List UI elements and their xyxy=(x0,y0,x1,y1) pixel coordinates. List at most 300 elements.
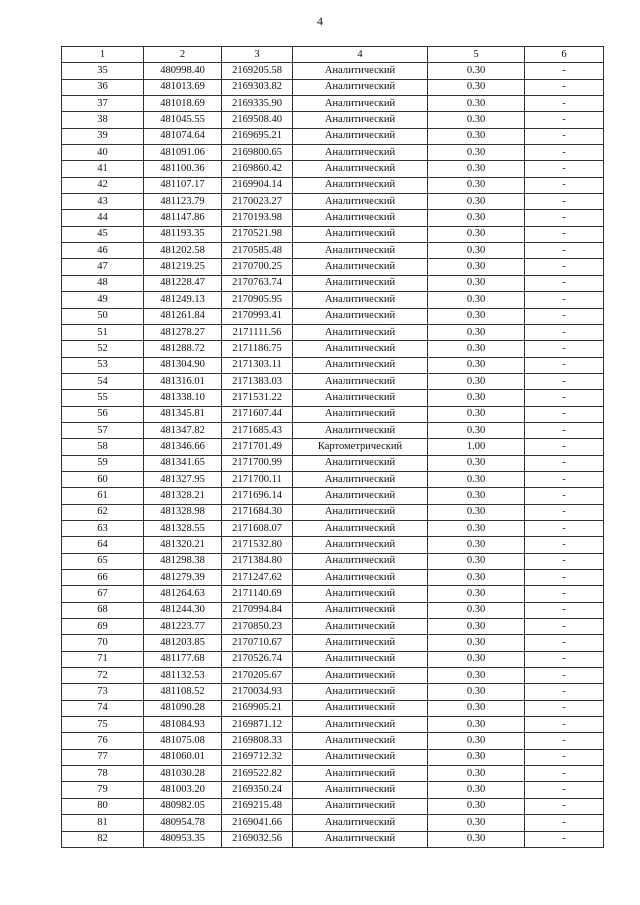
cell-x: 481341.65 xyxy=(144,455,222,471)
cell-accuracy: 0.30 xyxy=(428,586,525,602)
cell-description: - xyxy=(525,373,604,389)
table-header xyxy=(62,47,604,63)
cell-method: Аналитический xyxy=(293,324,428,340)
cell-method: Аналитический xyxy=(293,177,428,193)
cell-method: Аналитический xyxy=(293,717,428,733)
column-header-x: 2 xyxy=(144,47,222,63)
cell-description: - xyxy=(525,471,604,487)
cell-y: 2171700.99 xyxy=(222,455,293,471)
cell-description: - xyxy=(525,798,604,814)
cell-description: - xyxy=(525,717,604,733)
table-row xyxy=(62,684,604,700)
cell-description: - xyxy=(525,455,604,471)
cell-description: - xyxy=(525,520,604,536)
cell-method: Аналитический xyxy=(293,831,428,847)
cell-description: - xyxy=(525,194,604,210)
cell-y: 2171608.07 xyxy=(222,520,293,536)
cell-accuracy: 0.30 xyxy=(428,422,525,438)
cell-point-number: 69 xyxy=(62,619,144,635)
cell-description: - xyxy=(525,651,604,667)
cell-point-number: 56 xyxy=(62,406,144,422)
cell-y: 2169335.90 xyxy=(222,96,293,112)
cell-point-number: 65 xyxy=(62,553,144,569)
cell-point-number: 42 xyxy=(62,177,144,193)
cell-accuracy: 0.30 xyxy=(428,292,525,308)
cell-description: - xyxy=(525,390,604,406)
table-row xyxy=(62,194,604,210)
cell-point-number: 60 xyxy=(62,471,144,487)
cell-point-number: 48 xyxy=(62,275,144,291)
cell-description: - xyxy=(525,422,604,438)
cell-description: - xyxy=(525,570,604,586)
cell-accuracy: 0.30 xyxy=(428,782,525,798)
table-body xyxy=(62,63,604,848)
cell-x: 481316.01 xyxy=(144,373,222,389)
cell-y: 2171303.11 xyxy=(222,357,293,373)
cell-x: 481320.21 xyxy=(144,537,222,553)
cell-x: 481177.68 xyxy=(144,651,222,667)
cell-method: Аналитический xyxy=(293,79,428,95)
cell-description: - xyxy=(525,668,604,684)
cell-description: - xyxy=(525,63,604,79)
table-row xyxy=(62,308,604,324)
cell-point-number: 79 xyxy=(62,782,144,798)
cell-description: - xyxy=(525,210,604,226)
cell-description: - xyxy=(525,324,604,340)
cell-accuracy: 0.30 xyxy=(428,488,525,504)
table-row xyxy=(62,177,604,193)
cell-x: 481328.98 xyxy=(144,504,222,520)
cell-y: 2171701.49 xyxy=(222,439,293,455)
cell-description: - xyxy=(525,766,604,782)
cell-y: 2170034.93 xyxy=(222,684,293,700)
cell-method: Аналитический xyxy=(293,733,428,749)
cell-method: Аналитический xyxy=(293,570,428,586)
cell-point-number: 36 xyxy=(62,79,144,95)
cell-y: 2169712.32 xyxy=(222,749,293,765)
cell-accuracy: 0.30 xyxy=(428,357,525,373)
cell-method: Аналитический xyxy=(293,668,428,684)
cell-y: 2170994.84 xyxy=(222,602,293,618)
cell-point-number: 67 xyxy=(62,586,144,602)
cell-accuracy: 0.30 xyxy=(428,145,525,161)
table-row xyxy=(62,635,604,651)
cell-description: - xyxy=(525,537,604,553)
cell-accuracy: 0.30 xyxy=(428,455,525,471)
cell-y: 2170905.95 xyxy=(222,292,293,308)
cell-point-number: 80 xyxy=(62,798,144,814)
cell-accuracy: 0.30 xyxy=(428,700,525,716)
table-row xyxy=(62,668,604,684)
cell-accuracy: 0.30 xyxy=(428,226,525,242)
table-row xyxy=(62,292,604,308)
cell-x: 481075.08 xyxy=(144,733,222,749)
cell-x: 480998.40 xyxy=(144,63,222,79)
cell-method: Аналитический xyxy=(293,619,428,635)
cell-accuracy: 0.30 xyxy=(428,520,525,536)
cell-accuracy: 0.30 xyxy=(428,128,525,144)
cell-x: 480982.05 xyxy=(144,798,222,814)
cell-method: Аналитический xyxy=(293,684,428,700)
cell-y: 2171684.30 xyxy=(222,504,293,520)
cell-point-number: 70 xyxy=(62,635,144,651)
cell-point-number: 64 xyxy=(62,537,144,553)
cell-accuracy: 0.30 xyxy=(428,373,525,389)
cell-y: 2171696.14 xyxy=(222,488,293,504)
table-row xyxy=(62,259,604,275)
cell-point-number: 53 xyxy=(62,357,144,373)
cell-description: - xyxy=(525,635,604,651)
table-row xyxy=(62,537,604,553)
cell-accuracy: 0.30 xyxy=(428,602,525,618)
cell-accuracy: 0.30 xyxy=(428,79,525,95)
table-row xyxy=(62,226,604,242)
cell-x: 480954.78 xyxy=(144,815,222,831)
cell-accuracy: 0.30 xyxy=(428,798,525,814)
cell-point-number: 81 xyxy=(62,815,144,831)
cell-accuracy: 0.30 xyxy=(428,324,525,340)
cell-accuracy: 1.00 xyxy=(428,439,525,455)
cell-y: 2169905.21 xyxy=(222,700,293,716)
cell-method: Аналитический xyxy=(293,651,428,667)
cell-description: - xyxy=(525,815,604,831)
cell-point-number: 82 xyxy=(62,831,144,847)
table-row xyxy=(62,373,604,389)
cell-y: 2170850.23 xyxy=(222,619,293,635)
cell-point-number: 54 xyxy=(62,373,144,389)
cell-accuracy: 0.30 xyxy=(428,112,525,128)
cell-method: Аналитический xyxy=(293,749,428,765)
table-row xyxy=(62,357,604,373)
cell-y: 2171531.22 xyxy=(222,390,293,406)
cell-y: 2171140.69 xyxy=(222,586,293,602)
column-header-point-number: 1 xyxy=(62,47,144,63)
cell-description: - xyxy=(525,700,604,716)
cell-x: 481228.47 xyxy=(144,275,222,291)
cell-method: Аналитический xyxy=(293,357,428,373)
cell-method: Аналитический xyxy=(293,553,428,569)
table-row xyxy=(62,63,604,79)
cell-point-number: 77 xyxy=(62,749,144,765)
cell-y: 2169303.82 xyxy=(222,79,293,95)
cell-y: 2171247.62 xyxy=(222,570,293,586)
cell-x: 481244.30 xyxy=(144,602,222,618)
cell-x: 481345.81 xyxy=(144,406,222,422)
cell-method: Аналитический xyxy=(293,145,428,161)
coordinates-table xyxy=(61,46,604,848)
cell-y: 2169032.56 xyxy=(222,831,293,847)
cell-method: Аналитический xyxy=(293,112,428,128)
cell-point-number: 46 xyxy=(62,243,144,259)
cell-y: 2169522.82 xyxy=(222,766,293,782)
cell-description: - xyxy=(525,602,604,618)
cell-accuracy: 0.30 xyxy=(428,717,525,733)
cell-y: 2171700.11 xyxy=(222,471,293,487)
table-row xyxy=(62,324,604,340)
cell-method: Аналитический xyxy=(293,341,428,357)
cell-accuracy: 0.30 xyxy=(428,570,525,586)
cell-method: Аналитический xyxy=(293,471,428,487)
cell-method: Аналитический xyxy=(293,128,428,144)
cell-point-number: 44 xyxy=(62,210,144,226)
cell-x: 481298.38 xyxy=(144,553,222,569)
cell-y: 2171384.80 xyxy=(222,553,293,569)
cell-point-number: 71 xyxy=(62,651,144,667)
cell-method: Аналитический xyxy=(293,537,428,553)
table-row xyxy=(62,128,604,144)
cell-point-number: 41 xyxy=(62,161,144,177)
cell-x: 481327.95 xyxy=(144,471,222,487)
cell-y: 2169695.21 xyxy=(222,128,293,144)
cell-method: Аналитический xyxy=(293,259,428,275)
cell-description: - xyxy=(525,145,604,161)
cell-y: 2170585.48 xyxy=(222,243,293,259)
cell-point-number: 73 xyxy=(62,684,144,700)
cell-x: 481249.13 xyxy=(144,292,222,308)
cell-method: Аналитический xyxy=(293,635,428,651)
cell-x: 481100.36 xyxy=(144,161,222,177)
table-row xyxy=(62,717,604,733)
cell-y: 2170710.67 xyxy=(222,635,293,651)
cell-y: 2169860.42 xyxy=(222,161,293,177)
cell-point-number: 55 xyxy=(62,390,144,406)
cell-accuracy: 0.30 xyxy=(428,504,525,520)
cell-accuracy: 0.30 xyxy=(428,651,525,667)
cell-method: Аналитический xyxy=(293,586,428,602)
cell-method: Аналитический xyxy=(293,782,428,798)
table-row xyxy=(62,831,604,847)
cell-x: 481203.85 xyxy=(144,635,222,651)
cell-point-number: 63 xyxy=(62,520,144,536)
cell-accuracy: 0.30 xyxy=(428,308,525,324)
table-row xyxy=(62,471,604,487)
table-row xyxy=(62,700,604,716)
cell-x: 481346.66 xyxy=(144,439,222,455)
cell-description: - xyxy=(525,308,604,324)
table-row xyxy=(62,619,604,635)
cell-x: 481091.06 xyxy=(144,145,222,161)
cell-point-number: 51 xyxy=(62,324,144,340)
cell-point-number: 39 xyxy=(62,128,144,144)
cell-description: - xyxy=(525,504,604,520)
cell-point-number: 61 xyxy=(62,488,144,504)
cell-description: - xyxy=(525,292,604,308)
cell-description: - xyxy=(525,586,604,602)
cell-point-number: 66 xyxy=(62,570,144,586)
cell-point-number: 59 xyxy=(62,455,144,471)
cell-x: 481193.35 xyxy=(144,226,222,242)
cell-x: 481074.64 xyxy=(144,128,222,144)
cell-description: - xyxy=(525,79,604,95)
cell-point-number: 47 xyxy=(62,259,144,275)
header-row xyxy=(62,47,604,63)
cell-description: - xyxy=(525,733,604,749)
cell-x: 481030.28 xyxy=(144,766,222,782)
cell-accuracy: 0.30 xyxy=(428,619,525,635)
cell-x: 481084.93 xyxy=(144,717,222,733)
cell-description: - xyxy=(525,226,604,242)
cell-accuracy: 0.30 xyxy=(428,243,525,259)
table-row xyxy=(62,488,604,504)
table-row xyxy=(62,815,604,831)
cell-description: - xyxy=(525,112,604,128)
cell-accuracy: 0.30 xyxy=(428,210,525,226)
table-row xyxy=(62,504,604,520)
cell-description: - xyxy=(525,782,604,798)
table-row xyxy=(62,112,604,128)
cell-accuracy: 0.30 xyxy=(428,553,525,569)
cell-x: 481338.10 xyxy=(144,390,222,406)
cell-y: 2171111.56 xyxy=(222,324,293,340)
cell-x: 481264.63 xyxy=(144,586,222,602)
cell-point-number: 40 xyxy=(62,145,144,161)
cell-point-number: 75 xyxy=(62,717,144,733)
cell-x: 481278.27 xyxy=(144,324,222,340)
column-header-method: 4 xyxy=(293,47,428,63)
cell-description: - xyxy=(525,259,604,275)
table-row xyxy=(62,766,604,782)
cell-accuracy: 0.30 xyxy=(428,341,525,357)
cell-x: 481013.69 xyxy=(144,79,222,95)
cell-x: 481090.28 xyxy=(144,700,222,716)
cell-point-number: 72 xyxy=(62,668,144,684)
table-row xyxy=(62,210,604,226)
table-row xyxy=(62,733,604,749)
cell-description: - xyxy=(525,275,604,291)
cell-accuracy: 0.30 xyxy=(428,161,525,177)
cell-accuracy: 0.30 xyxy=(428,259,525,275)
cell-accuracy: 0.30 xyxy=(428,275,525,291)
cell-description: - xyxy=(525,406,604,422)
cell-accuracy: 0.30 xyxy=(428,63,525,79)
cell-description: - xyxy=(525,439,604,455)
cell-y: 2171532.80 xyxy=(222,537,293,553)
cell-method: Аналитический xyxy=(293,455,428,471)
cell-y: 2171685.43 xyxy=(222,422,293,438)
table-row xyxy=(62,243,604,259)
cell-accuracy: 0.30 xyxy=(428,668,525,684)
cell-point-number: 62 xyxy=(62,504,144,520)
page-number: 4 xyxy=(317,14,323,28)
cell-accuracy: 0.30 xyxy=(428,471,525,487)
table-row xyxy=(62,749,604,765)
cell-y: 2170023.27 xyxy=(222,194,293,210)
cell-point-number: 37 xyxy=(62,96,144,112)
table-row xyxy=(62,96,604,112)
cell-y: 2169350.24 xyxy=(222,782,293,798)
cell-description: - xyxy=(525,128,604,144)
cell-method: Аналитический xyxy=(293,275,428,291)
cell-accuracy: 0.30 xyxy=(428,194,525,210)
column-header-accuracy: 5 xyxy=(428,47,525,63)
cell-y: 2170526.74 xyxy=(222,651,293,667)
table-row xyxy=(62,390,604,406)
cell-point-number: 35 xyxy=(62,63,144,79)
cell-x: 480953.35 xyxy=(144,831,222,847)
cell-y: 2169508.40 xyxy=(222,112,293,128)
cell-method: Аналитический xyxy=(293,292,428,308)
table-row xyxy=(62,602,604,618)
cell-y: 2169808.33 xyxy=(222,733,293,749)
cell-accuracy: 0.30 xyxy=(428,831,525,847)
table-row xyxy=(62,651,604,667)
cell-x: 481304.90 xyxy=(144,357,222,373)
table-row xyxy=(62,553,604,569)
cell-method: Аналитический xyxy=(293,488,428,504)
cell-method: Аналитический xyxy=(293,373,428,389)
cell-description: - xyxy=(525,488,604,504)
cell-y: 2169205.58 xyxy=(222,63,293,79)
cell-method: Аналитический xyxy=(293,63,428,79)
cell-point-number: 57 xyxy=(62,422,144,438)
cell-y: 2171607.44 xyxy=(222,406,293,422)
cell-method: Аналитический xyxy=(293,243,428,259)
cell-x: 481147.86 xyxy=(144,210,222,226)
cell-method: Аналитический xyxy=(293,161,428,177)
cell-accuracy: 0.30 xyxy=(428,635,525,651)
cell-method: Аналитический xyxy=(293,210,428,226)
table-row xyxy=(62,145,604,161)
cell-y: 2169215.48 xyxy=(222,798,293,814)
cell-method: Аналитический xyxy=(293,504,428,520)
cell-description: - xyxy=(525,243,604,259)
cell-x: 481060.01 xyxy=(144,749,222,765)
table-row xyxy=(62,570,604,586)
table-row xyxy=(62,439,604,455)
cell-point-number: 76 xyxy=(62,733,144,749)
cell-description: - xyxy=(525,619,604,635)
cell-accuracy: 0.30 xyxy=(428,537,525,553)
cell-method: Аналитический xyxy=(293,520,428,536)
column-header-y: 3 xyxy=(222,47,293,63)
column-header-description: 6 xyxy=(525,47,604,63)
cell-y: 2170700.25 xyxy=(222,259,293,275)
cell-x: 481219.25 xyxy=(144,259,222,275)
cell-accuracy: 0.30 xyxy=(428,177,525,193)
cell-accuracy: 0.30 xyxy=(428,406,525,422)
cell-method: Аналитический xyxy=(293,798,428,814)
cell-description: - xyxy=(525,684,604,700)
cell-description: - xyxy=(525,357,604,373)
table-row xyxy=(62,422,604,438)
cell-x: 481261.84 xyxy=(144,308,222,324)
cell-description: - xyxy=(525,749,604,765)
cell-accuracy: 0.30 xyxy=(428,684,525,700)
table-row xyxy=(62,798,604,814)
cell-point-number: 38 xyxy=(62,112,144,128)
cell-method: Аналитический xyxy=(293,766,428,782)
cell-y: 2169871.12 xyxy=(222,717,293,733)
cell-description: - xyxy=(525,161,604,177)
cell-method: Аналитический xyxy=(293,602,428,618)
cell-y: 2169904.14 xyxy=(222,177,293,193)
cell-y: 2170521.98 xyxy=(222,226,293,242)
cell-method: Картометрический xyxy=(293,439,428,455)
cell-accuracy: 0.30 xyxy=(428,766,525,782)
cell-x: 481132.53 xyxy=(144,668,222,684)
cell-x: 481347.82 xyxy=(144,422,222,438)
cell-description: - xyxy=(525,177,604,193)
cell-x: 481223.77 xyxy=(144,619,222,635)
table-row xyxy=(62,455,604,471)
table-row xyxy=(62,406,604,422)
cell-x: 481018.69 xyxy=(144,96,222,112)
cell-y: 2170205.67 xyxy=(222,668,293,684)
cell-method: Аналитический xyxy=(293,700,428,716)
cell-point-number: 68 xyxy=(62,602,144,618)
table-row xyxy=(62,586,604,602)
cell-method: Аналитический xyxy=(293,96,428,112)
